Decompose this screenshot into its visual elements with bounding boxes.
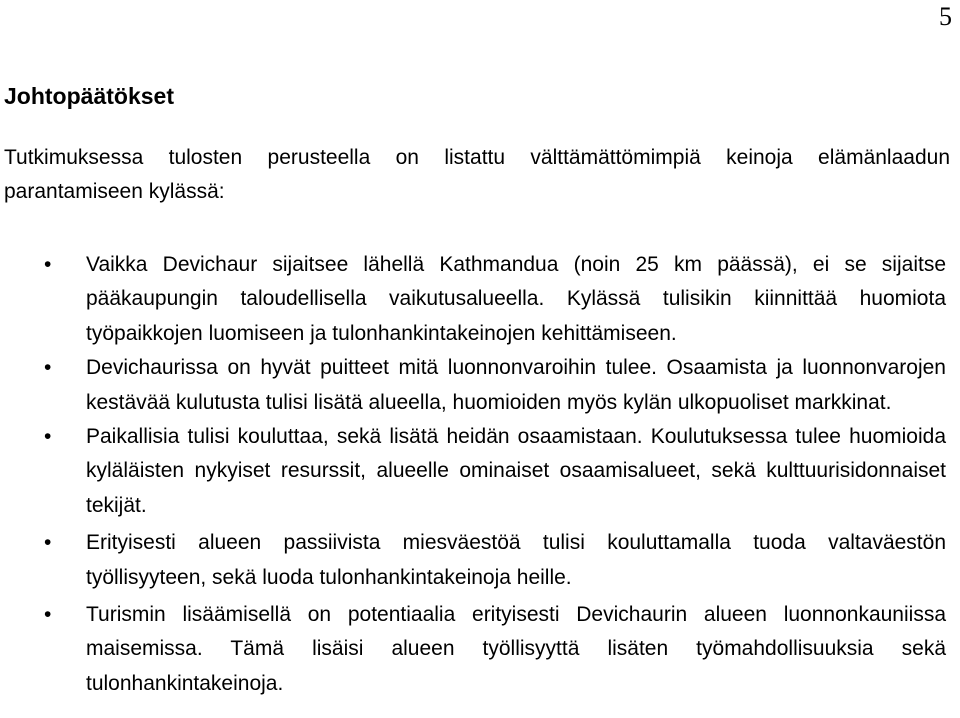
list-item: [0, 420, 946, 523]
list-item: [0, 248, 946, 351]
list-item: [0, 598, 946, 701]
conclusion-list: [0, 248, 960, 701]
list-item-text: Paikallisia tulisi kouluttaa, sekä lisätä heidän osaamistaan. Koulutuksessa tulee huomioida kyläläisten nykyiset resurssit, alueelle ominaiset osaamisalueet, sekä kulttuurisidonnaiset tekijät.: [86, 425, 946, 517]
list-item-text: Vaikka Devichaur sijaitsee lähellä Kathmandua (noin 25 km päässä), ei se sijaitse pääkaupungin taloudellisella vaikutusalueella. Kylässä tulisikin kiinnittää huomiota työpaikkojen luomiseen ja tulonhankintakeinojen kehittämiseen.: [86, 253, 946, 345]
bullet-icon: •: [44, 531, 52, 555]
list-item-text: Erityisesti alueen passiivista miesväestöä tulisi kouluttamalla tuoda valtaväestön työllisyyteen, sekä luoda tulonhankintakeinoja heille.: [86, 531, 946, 589]
bullet-icon: •: [44, 603, 52, 627]
page-number: 5: [939, 2, 952, 31]
bullet-icon: •: [44, 253, 52, 276]
section-heading: Johtopäätökset: [4, 83, 174, 109]
list-item-text: Turismin lisäämisellä on potentiaalia erityisesti Devichaurin alueen luonnonkauniissa maisemissa. Tämä lisäisi alueen työllisyyttä lisäten työmahdollisuuksia sekä tulonhankintakeinoja.: [86, 603, 946, 695]
list-item-text: Devichaurissa on hyvät puitteet mitä luonnonvaroihin tulee. Osaamista ja luonnonvarojen kestävää kulutusta tulisi lisätä alueella, huomioiden myös kylän ulkopuoliset markkinat.: [86, 356, 946, 414]
intro-paragraph: Tutkimuksessa tulosten perusteella on listattu välttämättömimpiä keinoja elämänlaadun parantamiseen kylässä:: [4, 146, 950, 203]
list-item: [0, 351, 946, 420]
list-item: [0, 526, 946, 595]
bullet-icon: •: [44, 425, 52, 449]
bullet-icon: •: [44, 356, 52, 380]
